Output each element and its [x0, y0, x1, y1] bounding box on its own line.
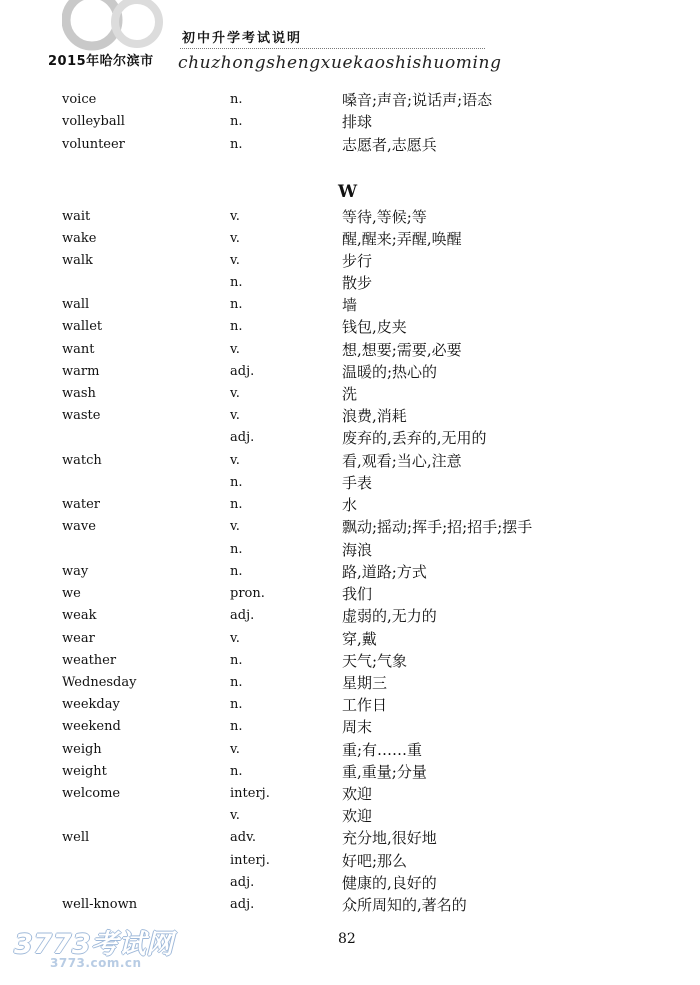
vocab-pos: n.	[230, 764, 243, 779]
vocab-row	[0, 538, 700, 560]
vocab-row	[0, 693, 700, 715]
vocab-pos: v.	[230, 408, 240, 423]
vocab-row	[0, 604, 700, 626]
vocab-row	[0, 249, 700, 271]
vocab-pos: adv.	[230, 830, 257, 845]
vocab-definition: 浪费,消耗	[342, 407, 407, 425]
vocab-word: watch	[62, 453, 102, 468]
vocab-definition: 我们	[342, 585, 373, 603]
vocab-pos: adj.	[230, 897, 255, 912]
vocab-word: way	[62, 564, 89, 579]
vocab-row	[0, 227, 700, 249]
vocab-pos: v.	[230, 253, 240, 268]
vocab-definition: 众所周知的,著名的	[342, 896, 467, 914]
vocab-word: well-known	[62, 897, 138, 912]
vocab-pos: n.	[230, 542, 243, 557]
vocab-pos: interj.	[230, 853, 270, 868]
vocab-definition: 嗓音;声音;说话声;语态	[342, 91, 493, 109]
vocab-definition: 星期三	[342, 674, 388, 692]
vocab-definition: 健康的,良好的	[342, 874, 437, 892]
vocab-definition: 钱包,皮夹	[342, 318, 407, 336]
vocab-pos: v.	[230, 519, 240, 534]
vocab-pos: adj.	[230, 875, 255, 890]
vocab-row	[0, 671, 700, 693]
vocab-row	[0, 404, 700, 426]
vocab-definition: 志愿者,志愿兵	[342, 136, 437, 154]
vocab-definition: 温暖的;热心的	[342, 363, 438, 381]
vocab-row	[0, 871, 700, 893]
vocab-row	[0, 382, 700, 404]
vocab-word: weather	[62, 653, 117, 668]
vocab-pos: v.	[230, 342, 240, 357]
vocab-word: wash	[62, 386, 96, 401]
vocab-row	[0, 110, 700, 132]
vocab-word: wait	[62, 209, 91, 224]
vocab-row	[0, 893, 700, 915]
vocab-word: we	[62, 586, 81, 601]
vocab-row	[0, 849, 700, 871]
vocab-definition: 海浪	[342, 541, 373, 559]
vocab-word: waste	[62, 408, 101, 423]
vocab-pos: n.	[230, 137, 243, 152]
vocab-pos: n.	[230, 114, 243, 129]
vocab-row	[0, 515, 700, 537]
vocab-pos: adj.	[230, 430, 255, 445]
vocab-word: volleyball	[62, 114, 125, 129]
vocab-pos: n.	[230, 653, 243, 668]
vocab-word: welcome	[62, 786, 121, 801]
vocab-row	[0, 449, 700, 471]
vocab-word: voice	[62, 92, 97, 107]
vocab-word: wake	[62, 231, 97, 246]
vocab-pos: v.	[230, 453, 240, 468]
vocab-definition: 醒,醒来;弄醒,唤醒	[342, 230, 462, 248]
vocab-definition: 手表	[342, 474, 373, 492]
vocab-pos: n.	[230, 719, 243, 734]
vocab-word: well	[62, 830, 90, 845]
vocab-row	[0, 649, 700, 671]
vocab-row	[0, 627, 700, 649]
vocab-row	[0, 804, 700, 826]
vocab-definition: 水	[342, 496, 358, 514]
vocab-row	[0, 271, 700, 293]
vocab-row	[0, 582, 700, 604]
vocab-pos: n.	[230, 319, 243, 334]
vocab-definition: 飘动;摇动;挥手;招;招手;摆手	[342, 518, 533, 536]
vocab-word: weight	[62, 764, 107, 779]
vocab-pos: n.	[230, 297, 243, 312]
vocab-row	[0, 493, 700, 515]
vocab-pos: v.	[230, 808, 240, 823]
vocab-row	[0, 826, 700, 848]
vocab-row	[0, 715, 700, 737]
vocab-pos: adj.	[230, 608, 255, 623]
vocab-definition: 等待,等候;等	[342, 208, 427, 226]
vocab-definition: 看,观看;当心,注意	[342, 452, 462, 470]
vocab-definition: 排球	[342, 113, 373, 131]
vocab-row	[0, 760, 700, 782]
vocab-pos: n.	[230, 497, 243, 512]
vocab-row	[0, 205, 700, 227]
vocab-pos: v.	[230, 631, 240, 646]
vocab-pos: n.	[230, 697, 243, 712]
vocab-definition: 散步	[342, 274, 373, 292]
vocab-row	[0, 360, 700, 382]
vocab-row	[0, 738, 700, 760]
vocab-pos: n.	[230, 275, 243, 290]
vocab-row	[0, 338, 700, 360]
vocab-pos: n.	[230, 675, 243, 690]
vocab-word: Wednesday	[62, 675, 137, 690]
vocab-row	[0, 560, 700, 582]
vocab-pos: v.	[230, 386, 240, 401]
vocab-row	[0, 782, 700, 804]
section-letter-heading: W	[338, 182, 358, 202]
vocab-definition: 好吧;那么	[342, 852, 408, 870]
vocab-word: water	[62, 497, 101, 512]
vocab-definition: 周末	[342, 718, 373, 736]
vocab-word: want	[62, 342, 95, 357]
vocab-pos: n.	[230, 475, 243, 490]
vocab-row	[0, 471, 700, 493]
vocab-word: wall	[62, 297, 90, 312]
vocab-word: weekday	[62, 697, 120, 712]
vocab-definition: 工作日	[342, 696, 388, 714]
vocab-pos: adj.	[230, 364, 255, 379]
vocab-pos: n.	[230, 92, 243, 107]
vocab-definition: 充分地,很好地	[342, 829, 437, 847]
vocab-definition: 欢迎	[342, 785, 373, 803]
header-pinyin: chuzhongshengxuekaoshishuoming	[178, 53, 502, 73]
vocab-word: walk	[62, 253, 93, 268]
vocab-definition: 重;有……重	[342, 741, 423, 759]
site-watermark	[14, 922, 184, 974]
vocab-word: wear	[62, 631, 95, 646]
vocab-definition: 欢迎	[342, 807, 373, 825]
vocab-row	[0, 426, 700, 448]
vocab-word: volunteer	[62, 137, 125, 152]
watermark-url: 3773.com.cn	[50, 956, 142, 970]
vocab-pos: v.	[230, 209, 240, 224]
vocab-pos: v.	[230, 742, 240, 757]
vocab-word: wave	[62, 519, 96, 534]
vocab-pos: v.	[230, 231, 240, 246]
watermark-logo-text: 3773考试网	[14, 929, 174, 960]
vocab-definition: 天气;气象	[342, 652, 408, 670]
page-number: 82	[338, 931, 356, 947]
vocab-row	[0, 315, 700, 337]
vocab-row	[0, 133, 700, 155]
header-divider	[180, 48, 485, 49]
header-year-city: 2015年哈尔滨市	[48, 54, 154, 69]
vocab-word: warm	[62, 364, 100, 379]
page-header	[0, 0, 700, 90]
vocab-definition: 路,道路;方式	[342, 563, 427, 581]
vocab-word: weigh	[62, 742, 102, 757]
vocab-definition: 墙	[342, 296, 358, 314]
vocab-definition: 废弃的,丢弃的,无用的	[342, 429, 487, 447]
vocab-definition: 洗	[342, 385, 358, 403]
vocab-pos: pron.	[230, 586, 265, 601]
vocab-definition: 虚弱的,无力的	[342, 607, 437, 625]
vocab-row	[0, 88, 700, 110]
vocab-definition: 想,想要;需要,必要	[342, 341, 462, 359]
vocab-pos: interj.	[230, 786, 270, 801]
vocab-definition: 穿,戴	[342, 630, 377, 648]
vocab-pos: n.	[230, 564, 243, 579]
vocab-word: wallet	[62, 319, 103, 334]
vocab-row	[0, 293, 700, 315]
vocab-word: weekend	[62, 719, 121, 734]
vocab-definition: 重,重量;分量	[342, 763, 427, 781]
vocab-word: weak	[62, 608, 97, 623]
header-title: 初中升学考试说明	[182, 31, 303, 46]
vocab-definition: 步行	[342, 252, 373, 270]
